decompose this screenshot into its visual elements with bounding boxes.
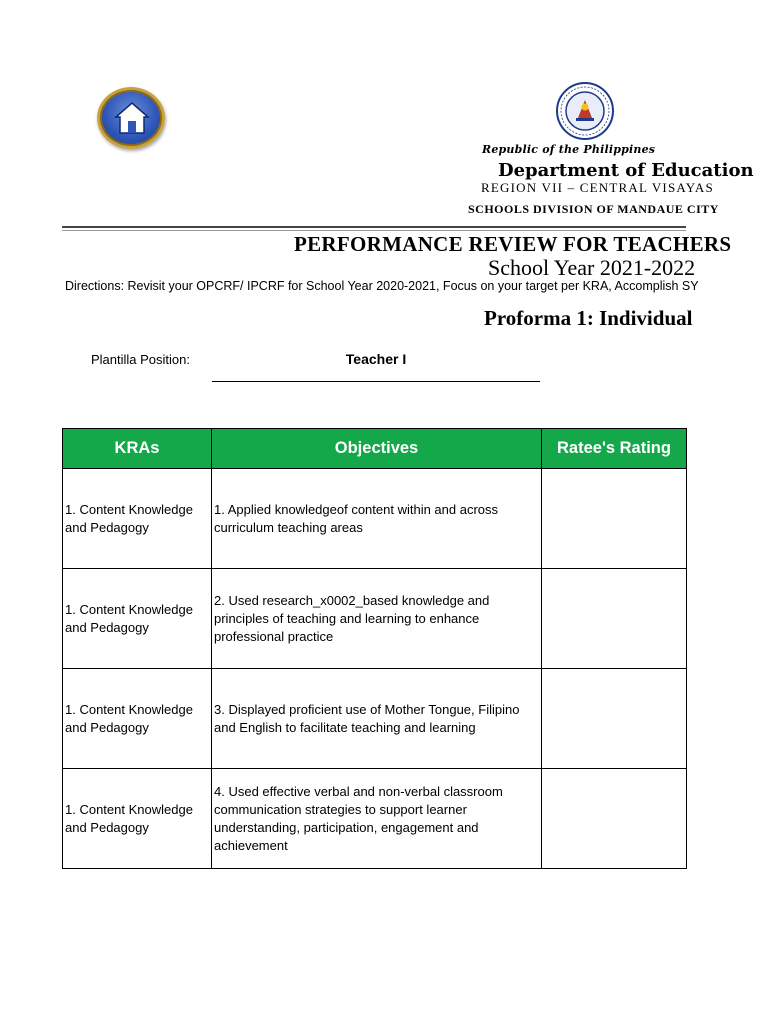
kra-cell: 1. Content Knowledge and Pedagogy — [63, 769, 212, 869]
rating-cell[interactable] — [542, 469, 687, 569]
objective-cell: 1. Applied knowledgeof content within and across curriculum teaching areas — [212, 469, 542, 569]
kra-cell: 1. Content Knowledge and Pedagogy — [63, 569, 212, 669]
plantilla-underline — [212, 381, 540, 382]
republic-text: Republic of the Philippines — [482, 143, 656, 156]
school-year: School Year 2021-2022 — [488, 255, 696, 280]
header-divider-thin — [62, 230, 686, 231]
table-row — [63, 769, 687, 869]
kra-cell: 1. Content Knowledge and Pedagogy — [63, 469, 212, 569]
page-title: PERFORMANCE REVIEW FOR TEACHERS — [294, 232, 732, 256]
proforma-title: Proforma 1: Individual — [484, 306, 693, 330]
plantilla-label: Plantilla Position: — [91, 352, 190, 367]
kra-cell: 1. Content Knowledge and Pedagogy — [63, 669, 212, 769]
header-objectives: Objectives — [212, 429, 542, 469]
header-divider — [62, 226, 686, 228]
table-row — [63, 569, 687, 669]
table-header-row — [63, 429, 687, 469]
rating-cell[interactable] — [542, 669, 687, 769]
table-row — [63, 469, 687, 569]
kra-table — [62, 428, 687, 869]
division-text: SCHOOLS DIVISION OF MANDAUE CITY — [468, 202, 719, 216]
rating-cell[interactable] — [542, 769, 687, 869]
department-name: Department of Education — [498, 160, 754, 181]
rating-cell[interactable] — [542, 569, 687, 669]
header-kras: KRAs — [63, 429, 212, 469]
objective-cell: 2. Used research_x0002_based knowledge and principles of teaching and learning to enhance professional practice — [212, 569, 542, 669]
directions-text: Directions: Revisit your OPCRF/ IPCRF for School Year 2020-2021, Focus on your target per KRA, Accomplish SY — [65, 279, 699, 293]
plantilla-value[interactable]: Teacher I — [345, 351, 407, 367]
objective-cell: 4. Used effective verbal and non-verbal classroom communication strategies to support learner understanding, participation, engagement and achievement — [212, 769, 542, 869]
header-ratee-rating: Ratee's Rating — [542, 429, 687, 469]
region-text: REGION VII – CENTRAL VISAYAS — [481, 180, 714, 195]
table-row — [63, 669, 687, 769]
objective-cell: 3. Displayed proficient use of Mother Tongue, Filipino and English to facilitate teaching and learning — [212, 669, 542, 769]
